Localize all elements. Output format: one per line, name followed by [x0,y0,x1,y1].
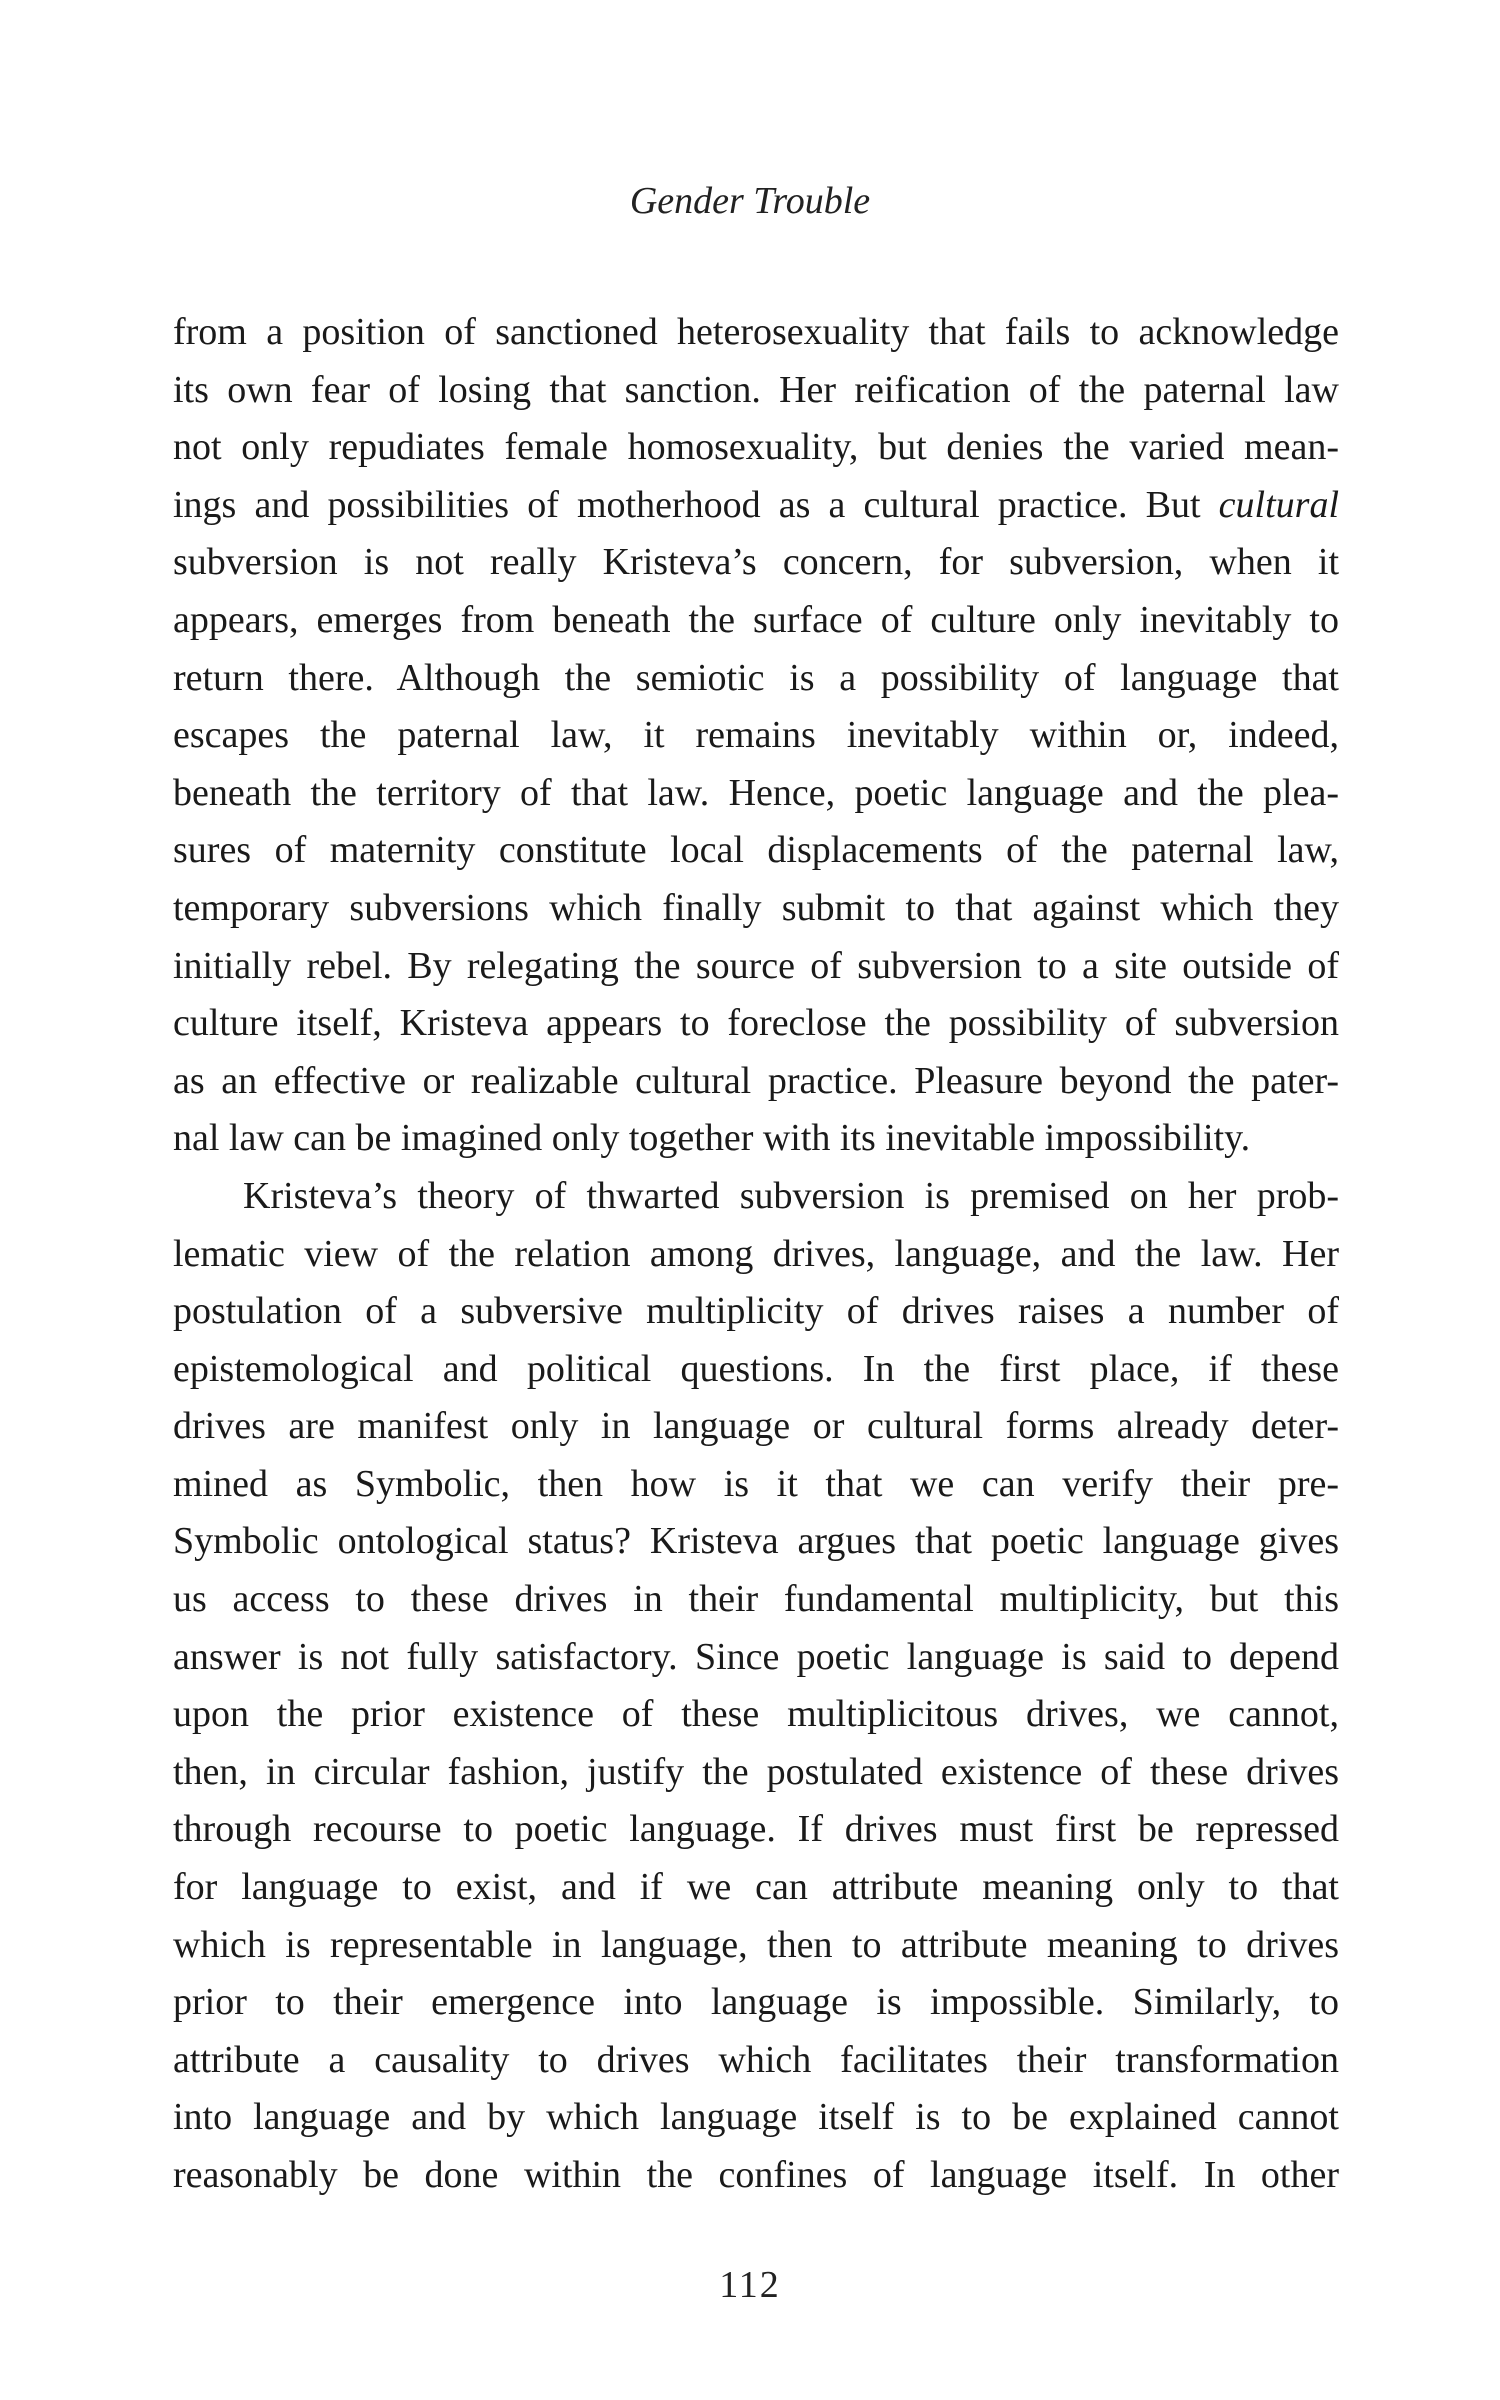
text-line: culture itself, Kristeva appears to foreclose the possibility of subversion [173,1002,1339,1045]
paragraph-1 [173,304,1339,1168]
text-line: lematic view of the relation among drives, language, and the law. Her [173,1232,1339,1275]
text-line: return there. Although the semiotic is a possibility of language that [173,656,1339,699]
text-line: upon the prior existence of these multiplicitous drives, we cannot, [173,1693,1339,1736]
body-text [173,304,1339,2205]
running-head: Gender Trouble [629,180,871,222]
text-line: subversion is not really Kristeva’s concern, for subversion, when it [173,541,1339,584]
text-line: for language to exist, and if we can attribute meaning only to that [173,1866,1339,1909]
page-number: 112 [719,2264,781,2306]
text-line: reasonably be done within the confines of language itself. In other [173,2154,1339,2196]
text-line: sures of maternity constitute local displacements of the paternal law, [173,829,1339,872]
text-line: drives are manifest only in language or cultural forms already deter- [173,1405,1339,1448]
text-line: temporary subversions which finally submit to that against which they [173,886,1339,929]
text-line: then, in circular fashion, justify the postulated existence of these drives [173,1750,1339,1793]
italic-emphasis: cultural [1218,483,1339,526]
text-line: which is representable in language, then to attribute meaning to drives [173,1923,1339,1966]
text-line: initially rebel. By relegating the source of subversion to a site outside of [173,944,1339,987]
text-line: as an effective or realizable cultural practice. Pleasure beyond the pater- [173,1059,1339,1102]
text-line: nal law can be imagined only together with its inevitable impossibility. [173,1117,1251,1160]
text-line: from a position of sanctioned heterosexuality that fails to acknowledge [173,311,1339,353]
text-line: prior to their emergence into language is impossible. Similarly, to [173,1981,1339,2024]
text-line: Kristeva’s theory of thwarted subversion is premised on her prob- [243,1174,1339,1217]
text-line: its own fear of losing that sanction. Her reification of the paternal law [173,368,1339,411]
text-line: postulation of a subversive multiplicity of drives raises a number of [173,1290,1339,1333]
text-line: into language and by which language itself is to be explained cannot [173,2096,1339,2139]
text-line: beneath the territory of that law. Hence, poetic language and the plea- [173,771,1339,814]
line-text: ings and possibilities of motherhood as a cultural practice. But [173,483,1219,526]
text-line: answer is not fully satisfactory. Since poetic language is said to depend [173,1635,1339,1678]
paragraph-2 [173,1168,1339,2205]
text-line: us access to these drives in their fundamental multiplicity, but this [173,1578,1339,1621]
text-line: escapes the paternal law, it remains inevitably within or, indeed, [173,714,1339,757]
text-line: appears, emerges from beneath the surface of culture only inevitably to [173,598,1339,641]
text-line: Symbolic ontological status? Kristeva argues that poetic language gives [173,1520,1339,1563]
text-line: not only repudiates female homosexuality, but denies the varied mean- [173,426,1339,469]
text-line: mined as Symbolic, then how is it that we can verify their pre- [173,1462,1339,1505]
text-line: attribute a causality to drives which facilitates their transformation [173,2038,1339,2081]
text-line [173,477,1339,535]
text-line: epistemological and political questions. In the first place, if these [173,1347,1339,1390]
text-line: through recourse to poetic language. If drives must first be repressed [173,1808,1339,1851]
